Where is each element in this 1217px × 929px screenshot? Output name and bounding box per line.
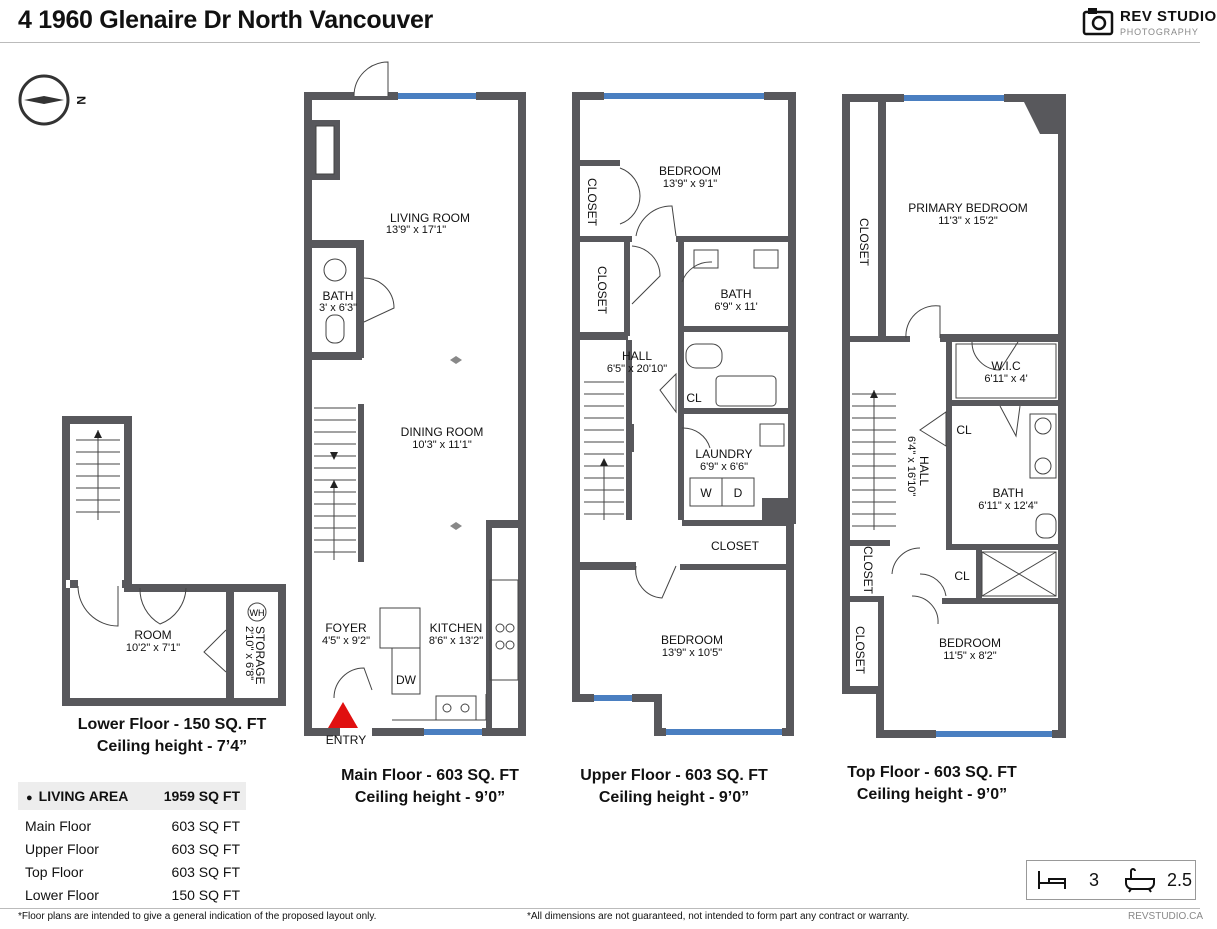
wic-dimensions: 6'11" x 4' xyxy=(984,373,1028,385)
summary-row xyxy=(18,860,246,883)
upper-bath-label: BATH xyxy=(720,287,752,301)
summary-row-label: Main Floor xyxy=(25,817,92,834)
footer-disclaimer-left: *Floor plans are intended to give a general indication of the proposed layout only. xyxy=(18,911,377,922)
summary-row xyxy=(18,883,246,906)
top-bath-label: BATH xyxy=(992,486,1024,500)
upper-floor-plan xyxy=(576,92,792,736)
summary-header xyxy=(18,782,246,810)
top-floor-ceiling: Ceiling height - 9’0” xyxy=(856,786,1008,803)
brand-subtitle: PHOTOGRAPHY xyxy=(1120,27,1199,37)
main-bath-dimensions: 3' x 6'3" xyxy=(318,302,358,314)
room-dimensions: 10'2" x 7'1" xyxy=(125,642,181,654)
dryer-label: D xyxy=(733,486,743,500)
summary-title-text: LIVING AREA xyxy=(38,788,129,804)
summary-row-value: 603 SQ FT xyxy=(171,840,240,857)
top-hall-dimensions: 6'4" x 16'10" xyxy=(905,436,917,497)
upper-floor-ceiling: Ceiling height - 9’0” xyxy=(598,789,750,806)
kitchen-dimensions: 8'6" x 13'2" xyxy=(428,635,484,647)
top-closet-2-label: CLOSET xyxy=(861,546,875,595)
page-title: 4 1960 Glenaire Dr North Vancouver xyxy=(18,6,433,34)
storage-label: STORAGE xyxy=(253,626,267,685)
main-bath-label: BATH xyxy=(322,289,354,303)
upper-floor-caption xyxy=(564,765,784,809)
summary-title xyxy=(26,788,128,804)
top-floor-plan xyxy=(846,94,1062,738)
upper-hall-dimensions: 6'5" x 20'10" xyxy=(606,363,668,375)
lower-floor-plan xyxy=(66,420,282,702)
main-floor-caption xyxy=(320,765,540,809)
storage-dimensions: 2'10" x 6'8" xyxy=(243,626,255,681)
room-counts xyxy=(1026,860,1196,900)
upper-closet-3-label: CLOSET xyxy=(710,539,760,553)
room-label: ROOM xyxy=(134,628,172,642)
living-area-summary xyxy=(18,782,246,906)
lower-floor-ceiling: Ceiling height - 7’4” xyxy=(96,738,248,755)
top-hall-label: HALL xyxy=(917,456,931,487)
primary-bedroom-label: PRIMARY BEDROOM xyxy=(908,201,1028,215)
summary-row-label: Lower Floor xyxy=(25,886,99,903)
footer-website: REVSTUDIO.CA xyxy=(1128,911,1204,922)
upper-bedroom-bottom-dimensions: 13'9" x 10'5" xyxy=(661,647,723,659)
top-floor-caption xyxy=(822,762,1042,806)
top-floor-area: Top Floor - 603 SQ. FT xyxy=(847,764,1017,781)
upper-bedroom-top-dimensions: 13'9" x 9'1" xyxy=(662,178,718,190)
main-floor-ceiling: Ceiling height - 9’0” xyxy=(354,789,506,806)
summary-row-label: Top Floor xyxy=(25,863,84,880)
summary-row-value: 603 SQ FT xyxy=(171,863,240,880)
living-room-dimensions: 13'9" x 17'1" xyxy=(385,224,447,236)
living-room-label: LIVING ROOM xyxy=(389,211,471,225)
compass-icon xyxy=(20,76,88,124)
footer-divider xyxy=(0,908,1200,909)
summary-row-value: 603 SQ FT xyxy=(171,817,240,834)
top-bath-dimensions: 6'11" x 12'4" xyxy=(978,500,1038,512)
laundry-dimensions: 6'9" x 6'6" xyxy=(699,461,749,473)
upper-floor-area: Upper Floor - 603 SQ. FT xyxy=(580,767,768,784)
upper-cl-label: CL xyxy=(686,391,702,405)
main-floor-area: Main Floor - 603 SQ. FT xyxy=(341,767,519,784)
bathroom-count: 2.5 xyxy=(1167,869,1193,890)
dishwasher-label: DW xyxy=(396,673,416,687)
foyer-dimensions: 4'5" x 9'2" xyxy=(321,635,371,647)
bed-icon xyxy=(1035,867,1069,893)
summary-row xyxy=(18,837,246,860)
main-floor-plan xyxy=(308,62,522,747)
summary-row-label: Upper Floor xyxy=(25,840,99,857)
bedroom-count: 3 xyxy=(1089,869,1100,890)
bullet-icon: ● xyxy=(26,792,33,804)
top-cl-2-label: CL xyxy=(954,569,970,583)
wic-label: W.I.C xyxy=(991,359,1021,373)
washer-label: W xyxy=(700,486,712,500)
upper-closet-2-label: CLOSET xyxy=(595,266,609,315)
upper-bath-dimensions: 6'9" x 11' xyxy=(714,301,758,313)
summary-row-value: 150 SQ FT xyxy=(171,886,240,903)
bathtub-icon xyxy=(1123,867,1157,893)
top-bedroom-label: BEDROOM xyxy=(938,636,1002,650)
upper-hall-label: HALL xyxy=(621,349,653,363)
brand-name: REV STUDIO xyxy=(1120,8,1217,25)
primary-bedroom-dimensions: 11'3" x 15'2" xyxy=(938,215,998,227)
top-closet-1-label: CLOSET xyxy=(857,218,871,267)
dining-room-dimensions: 10'3" x 11'1" xyxy=(412,439,472,451)
footer-disclaimer-center: *All dimensions are not guaranteed, not intended to form part any contract or warranty. xyxy=(527,911,910,922)
summary-total: 1959 SQ FT xyxy=(163,788,240,804)
kitchen-label: KITCHEN xyxy=(429,621,483,635)
summary-row xyxy=(18,814,246,837)
top-bedroom-dimensions: 11'5" x 8'2" xyxy=(943,650,997,662)
lower-floor-caption xyxy=(52,714,292,758)
entry-label: ENTRY xyxy=(325,733,367,747)
compass-north-label: N xyxy=(74,96,88,105)
top-cl-1-label: CL xyxy=(956,423,972,437)
water-heater-label: WH xyxy=(249,608,265,618)
foyer-label: FOYER xyxy=(325,621,367,635)
laundry-label: LAUNDRY xyxy=(695,447,753,461)
upper-bedroom-top-label: BEDROOM xyxy=(658,164,722,178)
lower-floor-area: Lower Floor - 150 SQ. FT xyxy=(77,716,267,733)
upper-bedroom-bottom-label: BEDROOM xyxy=(660,633,724,647)
dining-room-label: DINING ROOM xyxy=(400,425,484,439)
upper-closet-1-label: CLOSET xyxy=(585,178,599,227)
top-closet-3-label: CLOSET xyxy=(853,626,867,675)
